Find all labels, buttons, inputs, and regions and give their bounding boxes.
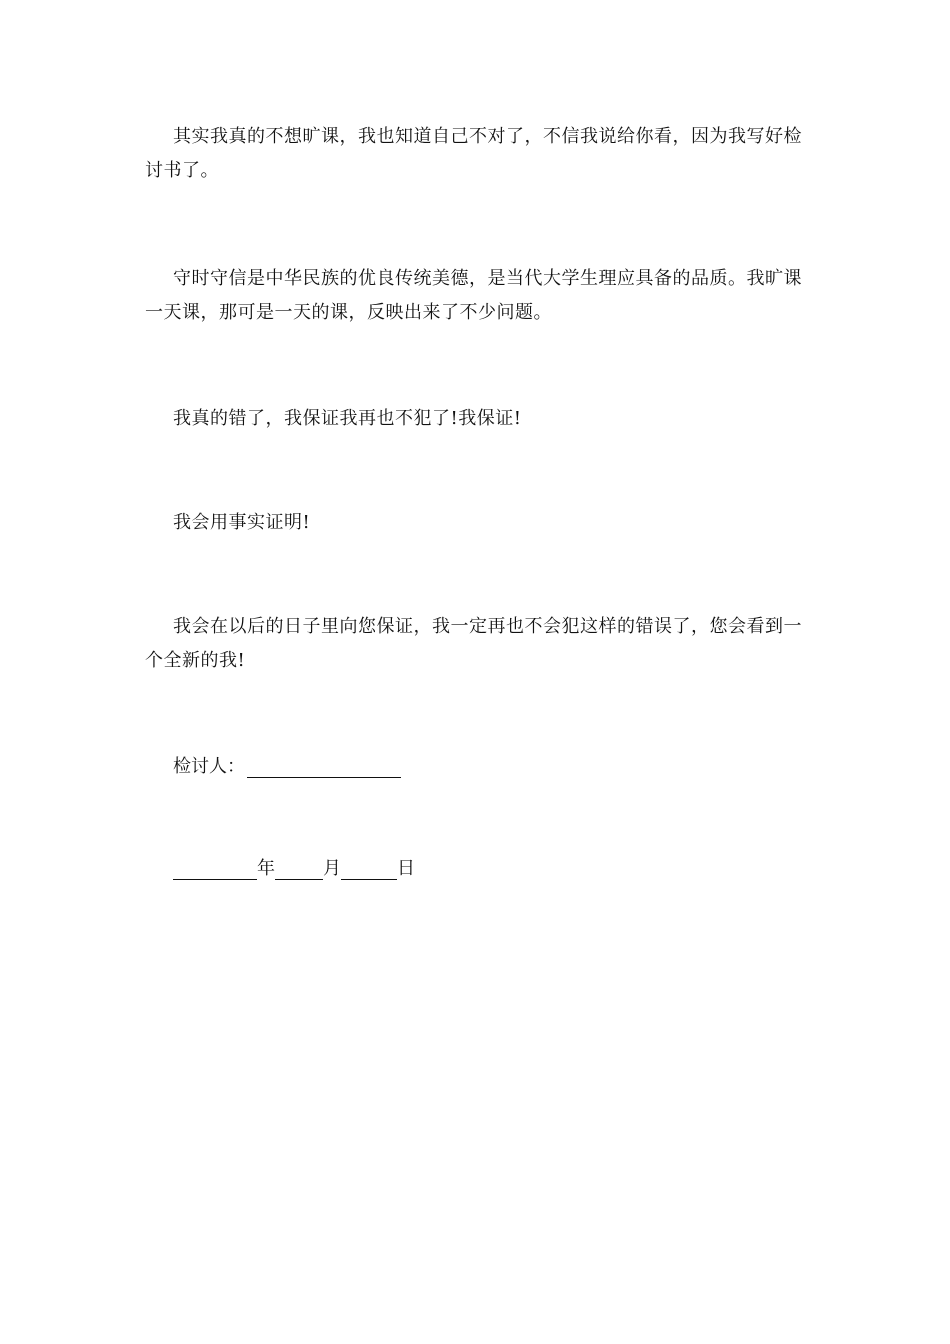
signature-blank [247,755,401,778]
day-blank [341,857,397,880]
paragraph-1: 其实我真的不想旷课，我也知道自己不对了，不信我说给你看，因为我写好检讨书了。 [145,126,802,181]
paragraph-5: 我会在以后的日子里向您保证，我一定再也不会犯这样的错误了，您会看到一个全新的我! [145,616,802,671]
signature-label: 检讨人： [173,756,245,777]
month-label: 月 [323,858,341,879]
month-blank [275,857,323,880]
year-blank [173,857,257,880]
paragraph-4: 我会用事实证明! [173,512,311,533]
signature-line [173,750,401,784]
day-label: 日 [397,858,415,879]
paragraph-2: 守时守信是中华民族的优良传统美德，是当代大学生理应具备的品质。我旷课一天课，那可是一天的课，反映出来了不少问题。 [145,268,802,323]
year-label: 年 [257,858,275,879]
paragraph-3: 我真的错了，我保证我再也不犯了!我保证! [173,408,522,429]
date-line [173,852,415,886]
